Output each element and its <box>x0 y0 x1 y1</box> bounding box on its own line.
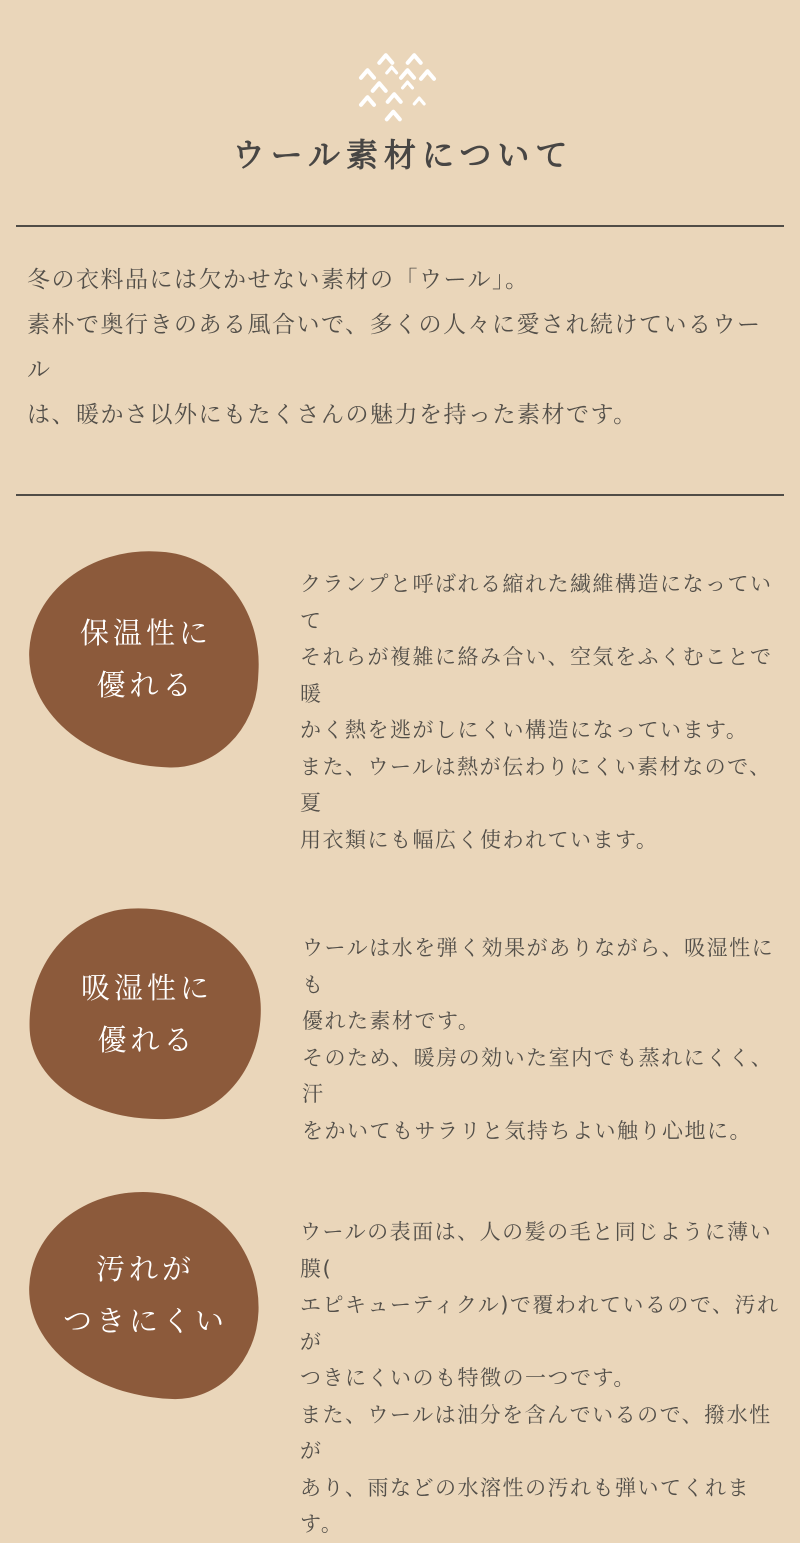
description-line: ウールの表面は、人の髪の毛と同じように薄い膜( <box>300 1220 773 1281</box>
description-line: つきにくいのも特徴の一つです。 <box>300 1366 636 1390</box>
description-line: エピキューティクル)で覆われているので、汚れが <box>300 1293 780 1354</box>
page-title: ウール素材について <box>232 136 574 174</box>
feature-badge-heat-retention <box>24 545 265 772</box>
badge-label: 保温性に 優れる <box>79 615 213 702</box>
feature-description-moisture-absorption <box>302 908 792 1149</box>
description-line: 優れた素材です。 <box>302 1009 481 1033</box>
description-line: あり、雨などの水溶性の汚れも弾いてくれます。 <box>300 1475 750 1536</box>
description-line: かく熱を逃がしにくい構造になっています。 <box>300 718 749 742</box>
feature-description-heat-retention <box>300 551 790 858</box>
divider-top <box>16 225 784 227</box>
feature-description-stain-resistance <box>300 1192 790 1543</box>
description-line: また、ウールは熱が伝わりにくい素材なので、夏 <box>300 754 772 815</box>
description-line: そのため、暖房の効いた室内でも蒸れにくく、汗 <box>302 1045 774 1106</box>
feature-badge-moisture-absorption <box>24 902 267 1126</box>
description-line: ウールは水を弾く効果がありながら、吸湿性にも <box>302 936 775 997</box>
description-line: 用衣類にも幅広く使われています。 <box>300 827 659 852</box>
intro-paragraph <box>27 258 784 438</box>
feature-stain-resistance <box>0 1192 800 1543</box>
intro-line: 素朴で奥行きのある風合いで、多くの人々に愛され続けているウール <box>27 312 762 383</box>
divider-middle <box>16 494 784 496</box>
header <box>0 0 800 179</box>
feature-badge-stain-resistance <box>25 1188 262 1402</box>
badge-label: 汚れが つきにくい <box>63 1251 229 1338</box>
description-line: それらが複雑に絡み合い、空気をふくむことで暖 <box>300 645 773 706</box>
intro-line: は、暖かさ以外にもたくさんの魅力を持った素材です。 <box>27 402 638 428</box>
intro-line: 冬の衣料品には欠かせない素材の「ウール」。 <box>27 267 530 293</box>
feature-moisture-absorption <box>0 908 800 1149</box>
feature-heat-retention <box>0 551 800 858</box>
description-line: クランプと呼ばれる縮れた繊維構造になっていて <box>300 572 773 633</box>
description-line: をかいてもサラリと気持ちよい触り心地に。 <box>302 1118 752 1143</box>
description-line: また、ウールは油分を含んでいるので、撥水性が <box>300 1402 772 1463</box>
chevron-cluster-icon <box>345 45 455 130</box>
badge-label: 吸湿性に 優れる <box>80 971 214 1058</box>
